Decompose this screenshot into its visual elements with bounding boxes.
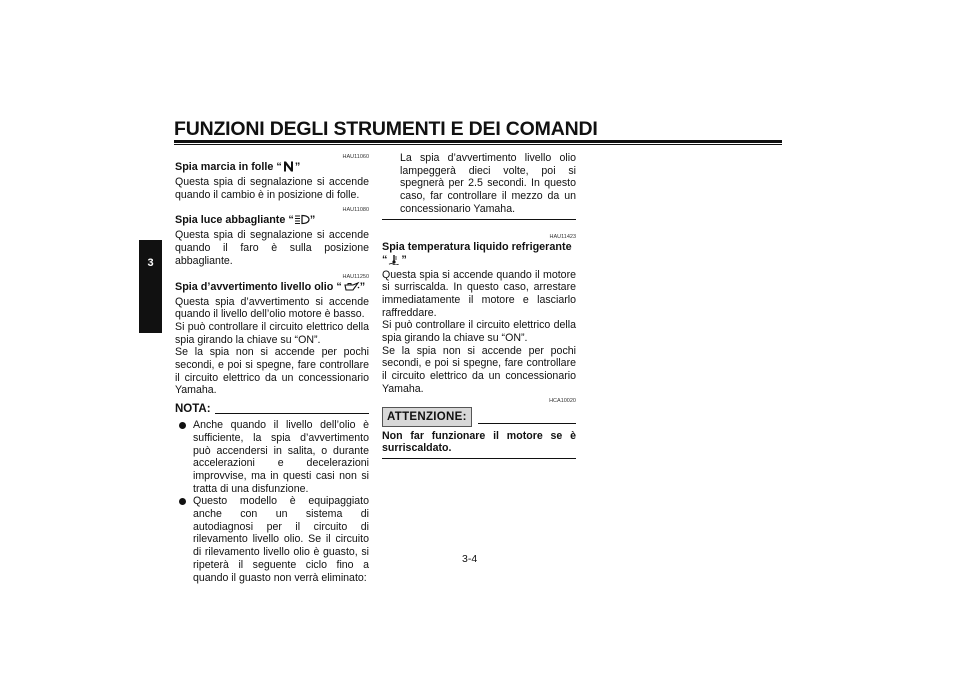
ref-code: HAU11250 (342, 273, 369, 280)
section-oil-level-light (175, 274, 369, 398)
high-beam-icon (294, 214, 310, 229)
oil-can-icon (342, 281, 360, 296)
ref-code: HAU11080 (342, 207, 369, 214)
list-item (175, 495, 369, 584)
list-item-text: Questo modello è equipaggiato anche con un sistema di autodiagnosi per il circuito di rilevamento livello olio. Se il circuito di rilevamento livello olio è guasto, si ripeterà il seguente ciclo fino a quando il guasto non verrà eliminato: (193, 495, 369, 584)
list-item-text: Anche quando il livello dell’olio è sufficiente, la spia d’avvertimento può accendersi in salita, o durante accelerazioni e decelerazioni improvvise, ma in questi casi non si tratta di una disfunzione. (193, 419, 369, 495)
section-neutral-light (175, 154, 369, 201)
attention-text: Non far funzionare il motore se è surriscaldato. (382, 429, 576, 455)
section-body: Questa spia d’avvertimento si accende quando il livello dell’olio motore è basso. (175, 295, 369, 321)
page-number: 3-4 (462, 553, 478, 565)
heading-text-end: ” (294, 161, 301, 173)
heading-text: Spia d’avvertimento livello olio “ (175, 280, 342, 293)
note-continuation: La spia d’avvertimento livello olio lampeggerà dieci volte, poi si spegnerà per 2.5 secondi. In questo caso, far controllare il mezzo da un concessionario Yamaha. (400, 152, 576, 215)
left-column (175, 152, 369, 584)
note-rule (215, 413, 369, 414)
section-heading (175, 161, 369, 176)
ref-code: HAU11060 (342, 154, 369, 160)
bullet-icon (179, 422, 186, 429)
heading-text: Spia luce abbagliante “ (175, 214, 294, 227)
attention-rule (478, 423, 576, 424)
bullet-icon (179, 498, 186, 505)
chapter-tab: 3 (139, 240, 162, 333)
section-coolant-temperature-light (382, 234, 576, 396)
section-heading-symbol (382, 254, 576, 269)
section-body: Questa spia si accende quando il motore si surriscalda. In questo caso, arrestare immediatamente il motore e lasciarlo raffreddare. (382, 268, 576, 319)
section-body: Si può controllare il circuito elettrico della spia girando la chiave su “ON”. (175, 320, 369, 346)
attention-end-rule (382, 458, 576, 459)
note-list (175, 419, 369, 584)
title-rule (174, 140, 782, 143)
list-item (175, 419, 369, 495)
heading-text-end: ” (359, 280, 366, 293)
page-title: FUNZIONI DEGLI STRUMENTI E DEI COMANDI (174, 118, 598, 140)
section-high-beam-light (175, 207, 369, 267)
section-body: Si può controllare il circuito elettrico della spia girando la chiave su “ON”. (382, 319, 576, 345)
attention-label: ATTENZIONE: (382, 407, 472, 427)
ref-code: HAU11423 (549, 233, 576, 240)
right-column (382, 152, 576, 459)
section-body: Questa spia di segnalazione si accende quando il cambio è in posizione di folle. (175, 176, 369, 201)
section-heading: Spia temperatura liquido refrigerante (382, 240, 572, 253)
section-body: Questa spia di segnalazione si accende quando il faro è sulla posizione abbagliante. (175, 229, 369, 267)
section-heading (175, 281, 369, 296)
note-label: NOTA: (175, 403, 211, 416)
title-rule-thin (174, 144, 782, 145)
attention-heading (382, 407, 576, 427)
section-body: Se la spia non si accende per pochi secondi, e poi si spegne, fare controllare il circuito elettrico da un concessionario Yamaha. (382, 344, 576, 395)
ref-code: HCA10020 (549, 397, 576, 404)
section-body: Se la spia non si accende per pochi secondi, e poi si spegne, fare controllare il circuito elettrico da un concessionario Yamaha. (175, 346, 369, 397)
heading-text-end: ” (401, 253, 407, 266)
section-heading (175, 214, 369, 229)
heading-text: “ (382, 253, 388, 266)
note-heading (175, 403, 369, 416)
neutral-n-icon (282, 161, 295, 176)
heading-text: Spia marcia in folle “ (175, 161, 282, 173)
heading-text-end: ” (309, 214, 316, 227)
note-end-rule (382, 219, 576, 220)
coolant-temperature-icon (387, 254, 401, 269)
